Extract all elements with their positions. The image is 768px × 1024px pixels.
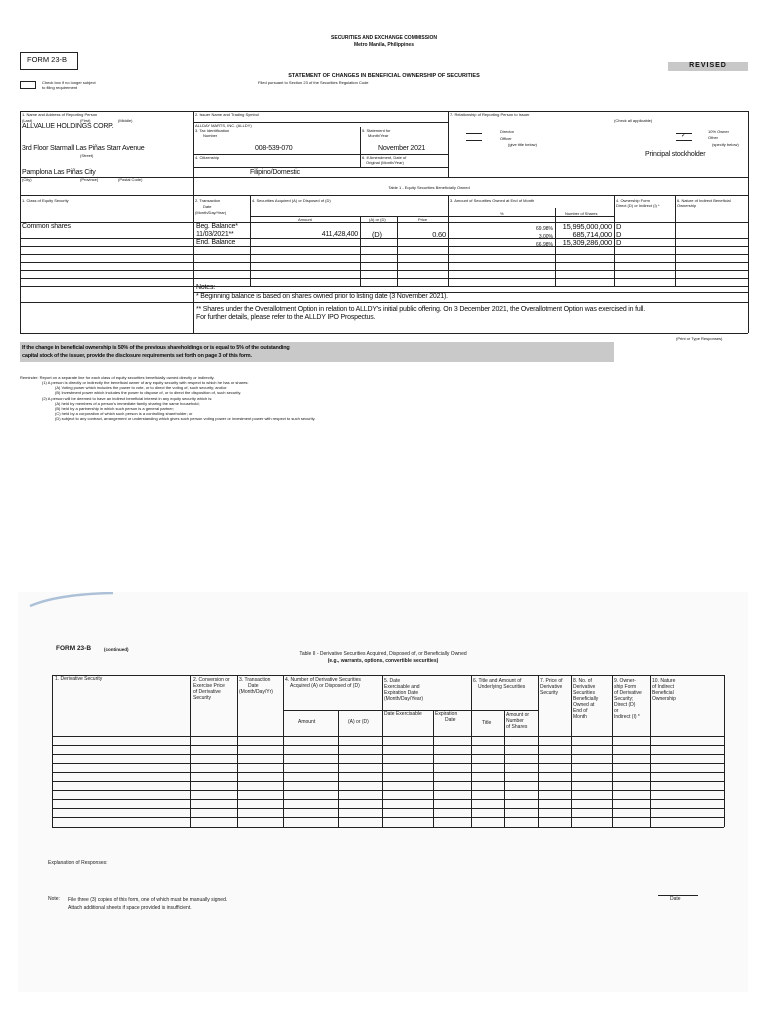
table-row-ad: (D) — [372, 230, 382, 239]
table-row-date: Beg. Balance* — [196, 223, 238, 230]
t2-col6-title: Title — [482, 720, 492, 726]
t2-col7-line: Derivative — [540, 684, 563, 690]
page2-note-label: Note: — [48, 896, 60, 902]
notes-label: Notes: — [196, 284, 216, 291]
filed-pursuant: Filed pursuant to Section 23 of the Securities Regulation Code — [258, 80, 369, 85]
table2-subtitle: (e.g., warrants, options, convertible securities) — [327, 658, 439, 664]
director-label: Director — [500, 129, 515, 134]
statement-label-2: Month/Year — [368, 133, 389, 138]
table-row-form: D — [616, 222, 622, 231]
tin-value: 008-539-070 — [255, 145, 293, 152]
t2-col5-exercisable: Date Exercisable — [384, 711, 422, 717]
reminder-line: (D) subject to any contract, arrangement or understanding which gives such person voting power or investment power with respect to such security. — [55, 416, 316, 421]
agency-name: SECURITIES AND EXCHANGE COMMISSION — [331, 35, 437, 41]
first-label: (First) — [80, 118, 91, 123]
scan-mark-icon — [28, 592, 118, 612]
statement-value: November 2021 — [378, 145, 426, 152]
tin-label-1: 3. Tax Identification — [195, 128, 230, 133]
t2-col4-line: 4. Number of Derivative Securities — [285, 677, 361, 683]
reminder-line: (2) A person will be deemed to have an indirect beneficial interest in any equity security which is: — [42, 396, 213, 401]
col-ad-label: (A) or (D) — [369, 217, 386, 222]
t2-col7-line: Security — [540, 690, 559, 696]
check-all-label: (Check all applicable) — [614, 118, 653, 123]
province-label: (Province) — [80, 177, 99, 182]
table-row-shares: 15,309,286,000 — [562, 238, 612, 247]
table-row-shares: 15,995,000,000 — [562, 222, 612, 231]
form-number-box — [20, 52, 78, 70]
reporting-person-name: ALLVALUE HOLDINGS CORP. — [22, 123, 114, 130]
col-owned-label: 3. Amount of Securities Owned at End of Month — [450, 198, 535, 203]
agency-location: Metro Manila, Philippines — [353, 42, 414, 48]
checkbox-note-2: to filing requirement — [42, 85, 78, 90]
street-label: (Street) — [80, 153, 94, 158]
t2-col9-line: Direct (D) — [614, 702, 636, 708]
col-price-label: Price — [418, 217, 428, 222]
t2-col2-line: Security — [193, 695, 212, 701]
table-row-date: End. Balance — [196, 239, 236, 246]
t2-col4-line: Acquired (A) or Disposed of (D) — [290, 683, 360, 689]
col-percent-label: % — [500, 211, 504, 216]
table-row-amount: 411,428,400 — [321, 231, 358, 238]
reporting-person-address: 3rd Floor Starmall Las Piñas Starr Avenue — [22, 145, 145, 152]
t2-col6-amount: of Shares — [506, 724, 528, 730]
t2-col8-line: End of — [573, 708, 588, 714]
reminder-line: (C) held by a corporation of which such person is a controlling shareholder; or — [55, 411, 193, 416]
postal-label: (Postal Code) — [118, 177, 143, 182]
form-page-2-scan — [18, 592, 748, 992]
checkbox-note-1: Check box if no longer subject — [42, 80, 96, 85]
t2-col5-line: (Month/Day/Year) — [384, 696, 423, 702]
t2-col9-line: ship Form — [614, 684, 637, 690]
t2-col8-line: Derivative — [573, 684, 596, 690]
form-number: FORM 23-B — [27, 55, 68, 64]
statement-title: STATEMENT OF CHANGES IN BENEFICIAL OWNERSHIP OF SECURITIES — [288, 73, 480, 79]
page2-form-number: FORM 23-B — [56, 645, 92, 652]
t2-col10-line: of Indirect — [652, 684, 674, 690]
col-date-label-3: (Month/Day/Year) — [195, 210, 227, 215]
officer-label: Officer — [500, 136, 512, 141]
other-checkmark-icon: ✓ — [681, 133, 687, 139]
t2-col8-line: Beneficially — [573, 696, 599, 702]
t2-col9-line: 9. Owner- — [614, 678, 636, 684]
t2-col1-label: 1. Derivative Security — [55, 676, 103, 682]
t2-col6-amount: Amount or — [506, 712, 530, 718]
reminder-line: (A) Voting power which includes the power to vote, or to direct the voting of, such security; and/or — [55, 385, 227, 390]
reminder-line: Reminder: Report on a separate line for each class of equity securities beneficially owned directly or indirectly. — [20, 375, 215, 380]
col-acquired-label: 4. Securities Acquired (A) or Disposed of (D) — [252, 198, 331, 203]
t2-col4-ad: (A) or (D) — [348, 719, 369, 725]
table2-title: Table II - Derivative Securities Acquired, Disposed of, or Beneficially Owned — [299, 651, 467, 657]
table-row-percent: 69.98% — [536, 226, 553, 232]
t2-col3-line: 3. Transaction — [239, 677, 271, 683]
table-row-shares: 685,714,000 — [572, 230, 612, 239]
table-row-percent: 3.00% — [538, 234, 553, 240]
table-row-form: D — [616, 230, 622, 239]
t2-col6-line: 6. Title and Amount of — [473, 678, 522, 684]
reminder-line: (B) held by a partnership in which such person is a general partner; — [55, 406, 174, 411]
specify-below-label: (specify below) — [712, 142, 739, 147]
t2-col10-line: 10. Nature — [652, 678, 676, 684]
t2-col6-amount: Number — [506, 718, 524, 724]
t2-col2-line: Exercise Price — [193, 683, 225, 689]
col-ownership-form-label-1: 4. Ownership Form — [616, 198, 651, 203]
col-amount-label: Amount — [298, 217, 312, 222]
t2-col5-expiration: Expiration — [435, 711, 458, 717]
note-1: * Beginning balance is based on shares owned prior to listing date (3 November 2021). — [196, 293, 448, 300]
last-label: (Last) — [22, 118, 33, 123]
reminder-line: (B) Investment power which includes the power to dispose of, or to direct the disposition of, such security. — [55, 390, 242, 395]
citizenship-label: 4. Citizenship — [195, 155, 220, 160]
note-2a: ** Shares under the Overallotment Option in relation to ALLDY's initial public offering. On 3 December 2021, the Overallotment Option was exercised in full. — [196, 306, 645, 313]
t2-col8-line: Month — [573, 714, 587, 720]
t2-col3-line: (Month/Day/Yr) — [239, 689, 273, 695]
amendment-label-2: Original (Month/Year) — [366, 160, 404, 165]
t2-col5-line: Exercisable and — [384, 684, 420, 690]
note-2b: For further details, please refer to the ALLDY IPO Prospectus. — [196, 314, 376, 321]
other-label: Other — [708, 135, 719, 140]
date-label: Date — [670, 896, 681, 902]
class-of-security-value: Common shares — [22, 223, 71, 230]
reminder-line: (A) held by members of a person's immediate family sharing the same household; — [55, 401, 200, 406]
disclosure-banner — [20, 342, 614, 362]
explanation-of-responses: Explanation of Responses: — [48, 860, 108, 866]
col-date-label-2: Date — [203, 204, 212, 209]
col-ownership-form-label-2: Direct (D) or Indirect (I) * — [616, 203, 660, 208]
col-nature-label-2: Ownership — [677, 203, 697, 208]
table-row-form: D — [616, 238, 622, 247]
t2-col9-line: Indirect (I) * — [614, 714, 640, 720]
disclosure-line-2: capital stock of the issuer, provide the disclosure requirements set forth on page 3 of this form. — [22, 353, 252, 359]
t2-col6-line: Underlying Securities — [478, 684, 526, 690]
t2-col5-expiration: Date — [445, 717, 456, 723]
t2-col10-line: Beneficial — [652, 690, 674, 696]
t2-col2-line: of Derivative — [193, 689, 221, 695]
ten-percent-owner-label: 10% Owner — [708, 129, 729, 134]
t2-col8-line: 8. No. of — [573, 678, 592, 684]
issuer-value: ALLDAY MARTS, INC. (ALLDY) — [195, 123, 252, 128]
revised-label: REVISED — [689, 62, 727, 69]
table-row-percent: 66.98% — [536, 242, 553, 248]
relationship-label: 7. Relationship of Reporting Person to Issuer — [450, 112, 530, 117]
disclosure-line-1: If the change in beneficial ownership is 50% of the previous shareholdings or is equal to 5% of the outstanding — [22, 345, 290, 351]
t2-col3-line: Date — [248, 683, 259, 689]
table1-title: Table 1 - Equity Securities Beneficially Owned — [388, 185, 470, 190]
name-address-label: 1. Name and Address of Reporting Person — [22, 112, 98, 117]
t2-col8-line: Owned at — [573, 702, 595, 708]
col-date-label-1: 2. Transaction — [195, 198, 221, 203]
amendment-label-1: 6. If Amendment, Date of — [362, 155, 407, 160]
table-row-date: 11/03/2021** — [196, 231, 234, 238]
middle-label: (Middle) — [118, 118, 133, 123]
t2-col5-line: Expiration Date — [384, 690, 419, 696]
col-nature-label-1: 6. Nature of Indirect Beneficial — [677, 198, 731, 203]
city-label: (City) — [22, 177, 32, 182]
page2-note-2: Attach additional sheets if space provided is insufficient. — [68, 905, 192, 911]
print-type-note: (Print or Type Responses) — [676, 336, 723, 341]
col-class-label: 1. Class of Equity Security — [22, 198, 69, 203]
revised-banner — [668, 62, 748, 71]
page2-continued: (continued) — [104, 647, 129, 652]
statement-label-1: 5. Statement for — [362, 128, 391, 133]
issuer-label: 2. Issuer Name and Trading Symbol — [195, 112, 259, 117]
col-shares-label: Number of Shares — [565, 211, 598, 216]
no-longer-subject-checkbox[interactable] — [20, 81, 36, 89]
reminder-line: (1) A person is directly or indirectly the beneficial owner of any equity security with respect to which he has or shares: — [42, 380, 249, 385]
t2-col4-amount: Amount — [298, 719, 316, 725]
table-row-price: 0.60 — [432, 230, 446, 239]
t2-col8-line: Securities — [573, 690, 595, 696]
t2-col9-line: of Derivative — [614, 690, 642, 696]
t2-col10-line: Ownership — [652, 696, 676, 702]
t2-col5-line: 5. Date — [384, 678, 401, 684]
reporting-person-city: Pamplona Las Piñas City — [22, 169, 96, 176]
page2-note-1: File three (3) copies of this form, one of which must be manually signed. — [68, 897, 228, 903]
relationship-value: Principal stockholder — [645, 151, 706, 158]
t2-col7-line: 7. Price of — [540, 678, 563, 684]
citizenship-value: Filipino/Domestic — [250, 169, 300, 176]
t2-col2-line: 2. Conversion or — [193, 677, 230, 683]
t2-col9-line: Security; — [614, 696, 634, 702]
tin-label-2: Number — [203, 133, 218, 138]
give-title-label: (give title below) — [508, 142, 537, 147]
t2-col9-line: or — [614, 708, 619, 714]
